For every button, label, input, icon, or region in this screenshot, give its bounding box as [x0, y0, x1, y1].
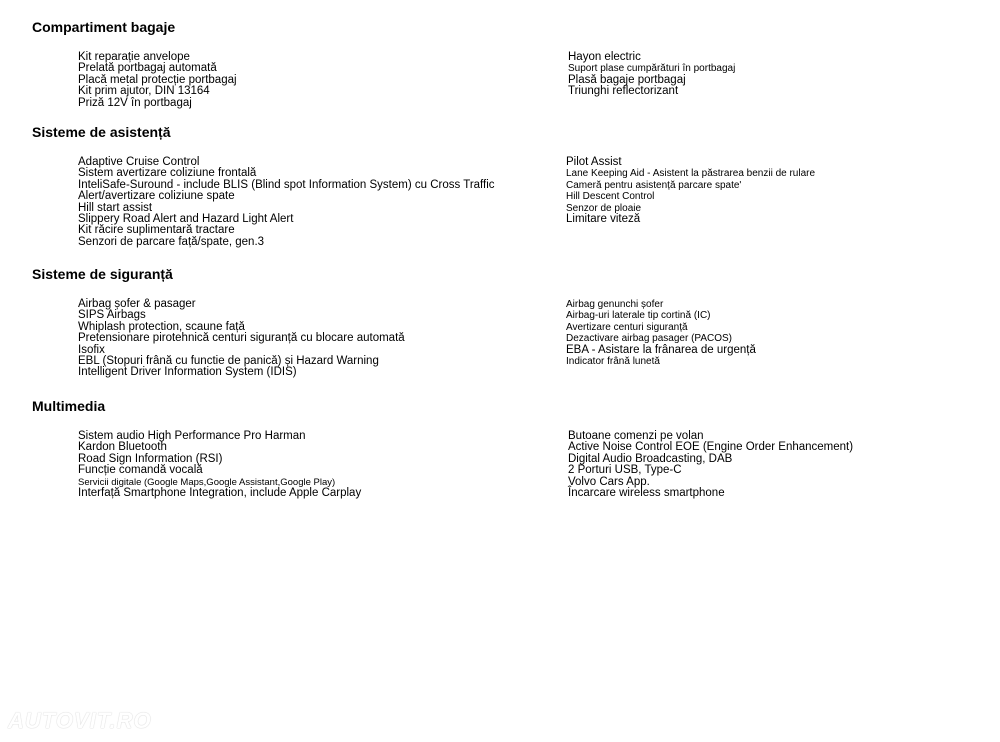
list-item: Hill Descent Control [566, 191, 655, 203]
list-item: Alert/avertizare coliziune spate [78, 190, 235, 203]
section-right-list [568, 52, 735, 98]
list-item: Whiplash protection, scaune față [78, 320, 245, 333]
list-item: Interfață Smartphone Integration, include Apple Carplay [78, 487, 362, 500]
section-right-list [568, 431, 853, 499]
list-item: Senzori de parcare față/spate, gen.3 [78, 235, 265, 248]
list-item: Kit prim ajutor, DIN 13164 [78, 85, 210, 98]
list-item: Funcție comandă vocală [78, 464, 203, 477]
list-item: InteliSafe-Suround - include BLIS (Blind spot Information System) cu Cross Traffic [78, 178, 495, 191]
list-item: Servicii digitale (Google Maps,Google Assistant,Google Play) [78, 476, 336, 488]
list-item: Kit reparație anvelope [78, 51, 190, 63]
list-item: Dezactivare airbag pasager (PACOS) [566, 333, 732, 345]
list-item: Plasă bagaje portbagaj [568, 73, 686, 86]
list-item: Hayon electric [568, 51, 641, 63]
section-title-multimedia: Multimedia [32, 398, 106, 414]
list-item: Sistem audio High Performance Pro Harman [78, 430, 306, 442]
section-title-sisteme-de-asistenta: Sisteme de asistență [32, 124, 171, 140]
section-left-list [78, 431, 361, 499]
list-item: 2 Porturi USB, Type-C [568, 464, 682, 477]
section-title-sisteme-de-siguranta: Sisteme de siguranță [32, 266, 173, 282]
list-item: Lane Keeping Aid - Asistent la păstrarea benzii de rulare [566, 168, 816, 180]
list-item: Avertizare centuri siguranță [566, 321, 688, 333]
list-item: Placă metal protecție portbagaj [78, 73, 237, 86]
list-item: Încarcare wireless smartphone [568, 487, 725, 500]
list-item: Indicator frână lunetă [566, 356, 660, 368]
list-item: EBL (Stopuri frână cu functie de panică) și Hazard Warning [78, 355, 379, 368]
list-item: Airbag șofer & pasager [78, 298, 196, 310]
list-item: Hill start assist [78, 201, 153, 214]
list-item: EBA - Asistare la frânarea de urgență [566, 343, 756, 356]
list-item: Butoane comenzi pe volan [568, 430, 704, 442]
list-item: Prelată portbagaj automată [78, 62, 217, 75]
list-item: Kardon Bluetooth [78, 441, 167, 454]
list-item: Slippery Road Alert and Hazard Light Alert [78, 213, 294, 226]
section-right-list [566, 157, 815, 225]
list-item: Triunghi reflectorizant [568, 85, 679, 98]
section-title-compartiment-bagaje: Compartiment bagaje [32, 19, 176, 35]
list-item: Airbag genunchi șofer [566, 299, 664, 310]
list-item: Pilot Assist [566, 156, 622, 168]
section-left-list [78, 52, 237, 109]
list-item: Limitare viteză [566, 213, 641, 226]
list-item: Adaptive Cruise Control [78, 156, 200, 168]
watermark-logo: AUTOVIT.RO [8, 708, 152, 733]
list-item: Road Sign Information (RSI) [78, 452, 223, 465]
list-item: Priză 12V în portbagaj [78, 96, 192, 109]
list-item: Sistem avertizare coliziune frontală [78, 167, 257, 180]
list-item: Intelligent Driver Information System (IDIS) [78, 366, 297, 379]
list-item: Airbag-uri laterale tip cortină (IC) [566, 310, 711, 322]
list-item: Kit răcire suplimentară tractare [78, 224, 235, 237]
list-item: Suport plase cumpărături în portbagaj [568, 63, 736, 75]
list-item: Volvo Cars App. [568, 475, 650, 488]
list-item: Active Noise Control EOE (Engine Order Enhancement) [568, 441, 854, 454]
list-item: Senzor de ploaie [566, 202, 642, 214]
list-item: Digital Audio Broadcasting, DAB [568, 452, 733, 465]
list-item: SIPS Airbags [78, 309, 146, 322]
list-item: Pretensionare pirotehnică centuri siguranță cu blocare automată [78, 332, 405, 345]
section-left-list [78, 299, 405, 379]
list-item: Cameră pentru asistență parcare spate' [566, 179, 742, 191]
section-left-list [78, 157, 495, 248]
list-item: Isofix [78, 343, 105, 356]
section-right-list [566, 299, 756, 367]
